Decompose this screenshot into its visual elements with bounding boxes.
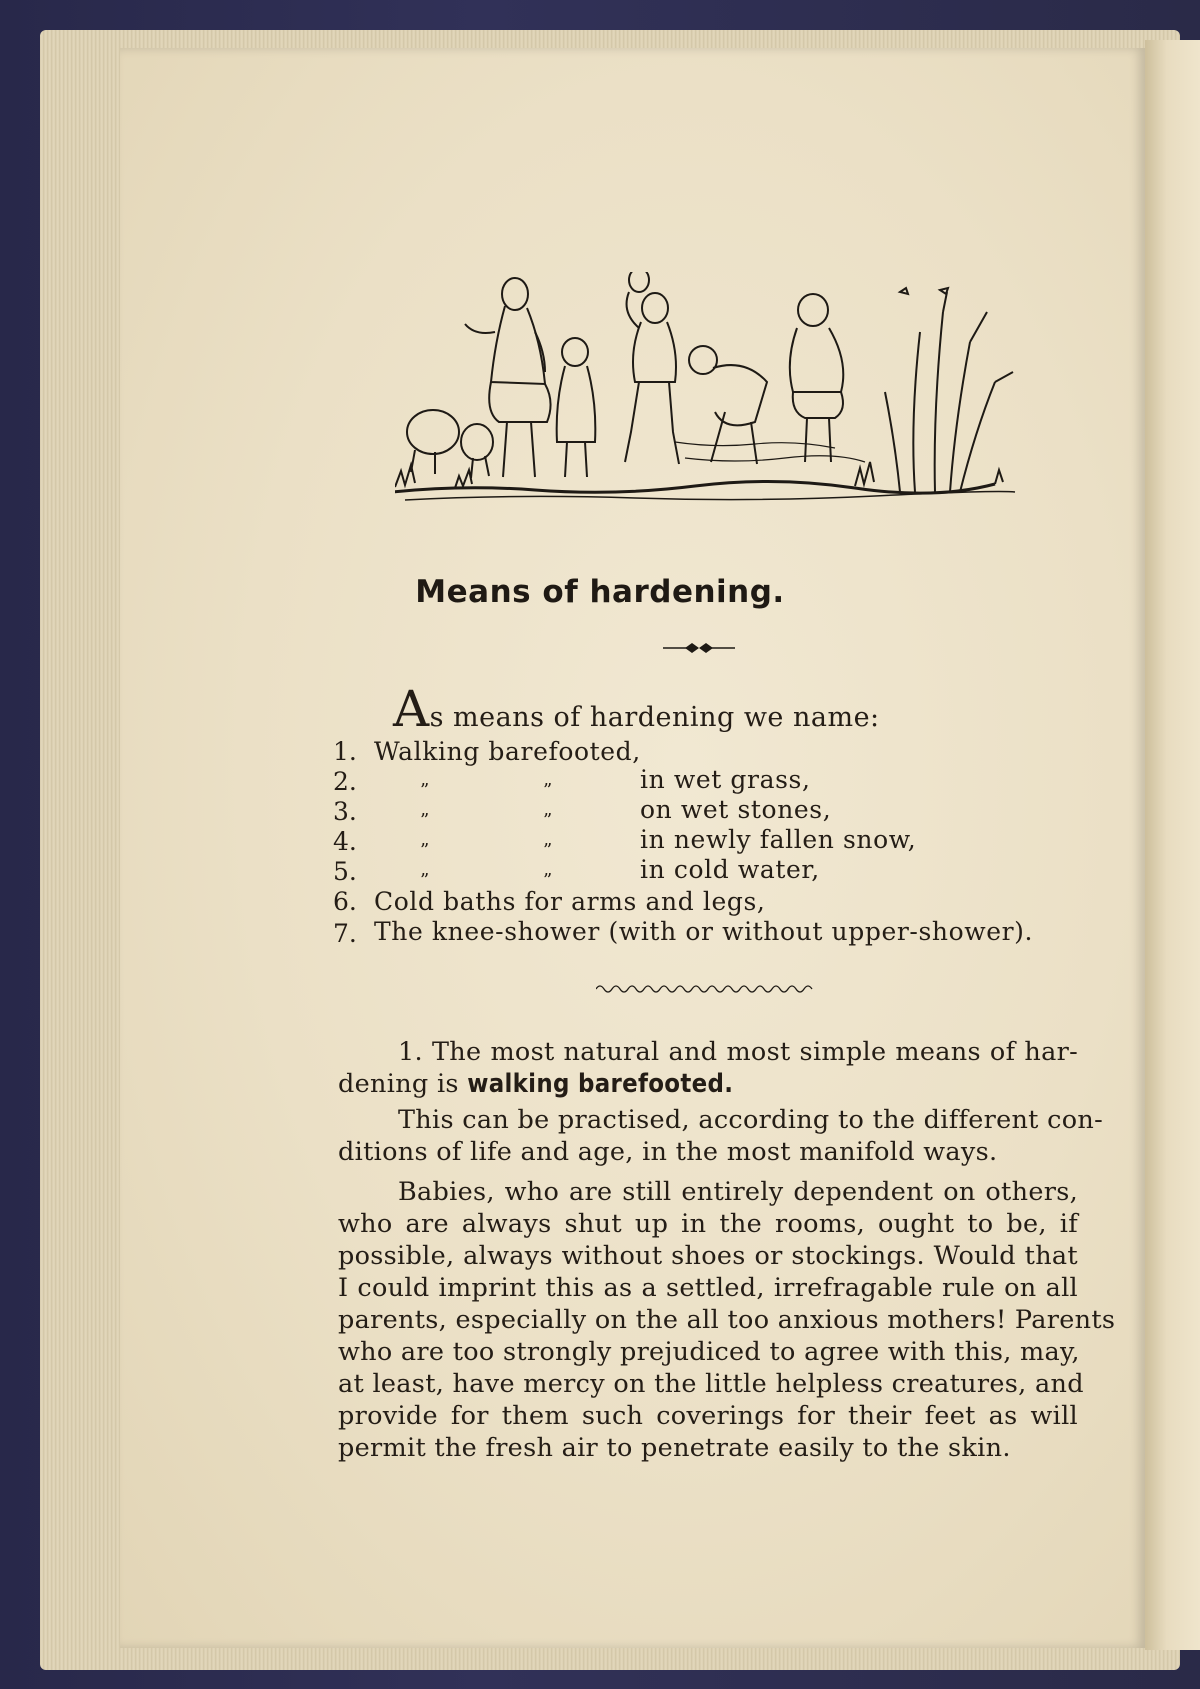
emphasis-text: walking barefooted. [467, 1069, 734, 1099]
paragraph-line: 1. The most natural and most simple means of har- [398, 1037, 1078, 1067]
list-number: 4. [333, 827, 357, 856]
ditto-mark: ” [543, 840, 553, 861]
list-number: 7. [333, 919, 357, 948]
paragraph-3 [338, 1176, 1116, 1464]
paragraph-2 [338, 1104, 1104, 1168]
list-item-text: in cold water, [640, 855, 820, 884]
list-item-text: on wet stones, [640, 795, 832, 824]
list-number: 3. [333, 797, 357, 826]
ditto-mark: ” [420, 780, 430, 801]
ditto-mark: ” [420, 840, 430, 861]
drop-cap: A [393, 680, 430, 738]
list-number: 5. [333, 857, 357, 886]
intro-line [393, 680, 880, 738]
ditto-mark: ” [420, 810, 430, 831]
ditto-mark: ” [543, 780, 553, 801]
paragraph-1 [338, 1036, 1078, 1100]
list-item-text: in newly fallen snow, [640, 825, 917, 854]
ditto-mark: ” [420, 870, 430, 891]
wavy-divider [596, 983, 816, 995]
paragraph-line: at least, have mercy on the little helpless creatures, and [338, 1369, 1084, 1399]
list-item-text: Walking barefooted, [374, 737, 641, 766]
list-item-text: in wet grass, [640, 765, 811, 794]
paragraph-line: I could imprint this as a settled, irrefragable rule on all [338, 1273, 1078, 1303]
paragraph-line: ditions of life and age, in the most manifold ways. [338, 1137, 998, 1167]
title-ornament [663, 640, 735, 656]
ditto-mark: ” [543, 870, 553, 891]
list-item-text: Cold baths for arms and legs, [374, 887, 766, 916]
paragraph-line: provide for them such coverings for their feet as will [338, 1401, 1078, 1431]
list-number: 2. [333, 767, 357, 796]
paragraph-line: possible, always without shoes or stockings. Would that [338, 1241, 1078, 1271]
paragraph-line: who are always shut up in the rooms, ought to be, if [338, 1209, 1078, 1239]
chapter-title: Means of hardening. [415, 574, 785, 610]
paragraph-line: parents, especially on the all too anxious mothers! Parents [338, 1305, 1116, 1335]
facing-page-edge [1145, 40, 1200, 1650]
paragraph-line [338, 1068, 1078, 1100]
list-item-text: The knee-shower (with or without upper-shower). [374, 917, 1034, 946]
ditto-mark: ” [543, 810, 553, 831]
list-number: 1. [333, 737, 357, 766]
paragraph-line: Babies, who are still entirely dependent on others, [398, 1177, 1078, 1207]
paragraph-text: dening is [338, 1069, 459, 1099]
paragraph-line: who are too strongly prejudiced to agree with this, may, [338, 1337, 1080, 1367]
children-engraving-illustration [395, 272, 1025, 512]
paragraph-line: This can be practised, according to the different con- [398, 1105, 1104, 1135]
list-number: 6. [333, 887, 357, 916]
intro-text: s means of hardening we name: [429, 702, 880, 733]
paragraph-line: permit the fresh air to penetrate easily to the skin. [338, 1433, 1011, 1463]
